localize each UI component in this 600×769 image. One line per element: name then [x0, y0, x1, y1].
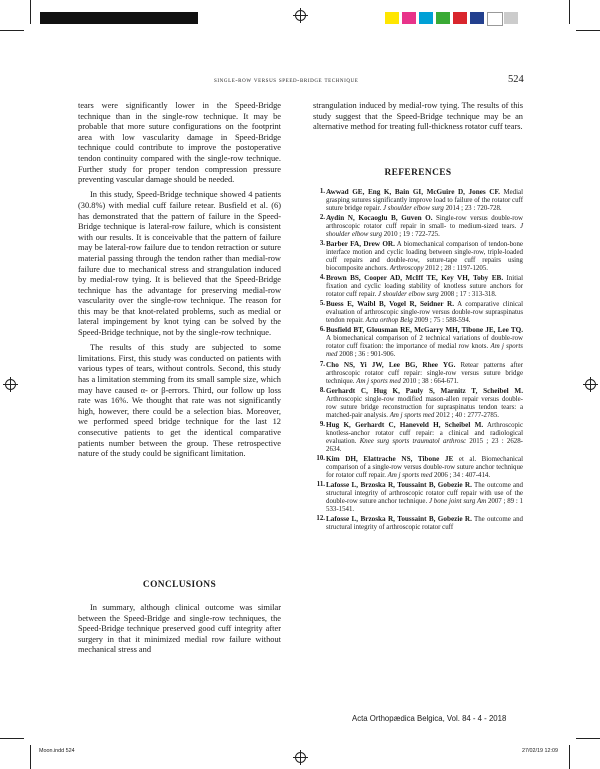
reference-item: [313, 515, 523, 532]
references-heading: REFERENCES: [384, 168, 452, 178]
date-slug: 27/02/19 12:09: [522, 748, 558, 754]
reference-journal: Am j sports med: [387, 471, 433, 479]
journal-footer: Acta Orthopædica Belgica, Vol. 84 - 4 - 2018: [352, 714, 507, 723]
color-swatch: [419, 12, 433, 24]
color-swatch: [453, 12, 467, 24]
reference-citation: 2006 ; 34 : 407-414.: [432, 471, 491, 479]
reference-number: 5.: [319, 300, 325, 308]
color-swatch: [402, 12, 416, 24]
reference-citation: 2008 ; 36 : 901-906.: [337, 351, 396, 359]
right-column: [313, 101, 523, 133]
file-slug: Moon.indd 524: [39, 748, 75, 754]
registration-mark: [5, 379, 16, 390]
reference-item: [313, 326, 523, 359]
reference-item: [313, 455, 523, 480]
reference-citation: 2007 ; 89 : 1 533-1541.: [326, 497, 523, 513]
reference-journal: Am j sports med: [389, 411, 435, 419]
reference-authors: Aydin N, Kocaoglu B, Guven O.: [326, 214, 433, 223]
reference-journal: Arthroscopy: [389, 265, 424, 273]
reference-journal: J bone joint surg Am: [428, 497, 487, 505]
reference-item: [313, 274, 523, 299]
reference-number: 10.: [316, 454, 325, 462]
crop-mark: [576, 30, 600, 31]
reference-authors: Gerhardt C, Hug K, Pauly S, Marnitz T, Scheibel M.: [326, 386, 523, 395]
reference-list: [313, 188, 523, 533]
crop-mark: [30, 745, 31, 769]
color-swatch: [436, 12, 450, 24]
reference-authors: Barber FA, Drew OR.: [326, 240, 395, 249]
reference-number: 8.: [319, 386, 325, 394]
reference-title: Retear patterns after arthroscopic rotator cuff repair: single-row versus suture bridge technique.: [326, 361, 523, 385]
reference-citation: 2015 ; 23 : 2628-2634.: [326, 437, 523, 453]
registration-mark: [295, 10, 306, 21]
print-density-bar: [40, 12, 198, 24]
reference-title: The outcome and structural integrity of arthroscopic rotator cuff repair with use of the double-row suture anchor technique.: [326, 481, 523, 505]
reference-item: [313, 387, 523, 420]
body-paragraph: The results of this study are subjected to some limitations. First, this study was conducted on patients with various types of tears, without controls. Second, this study has a limitation stemming from its small sample size, which may have caused α- or β-errors. Third, our follow up loss rate was 16%. We thought that rate was not significantly high, however, there could be a selection bias. Moreover, we performed speed bridge technique for the last 12 consecutive patients to get the identical comparative patients number between the group. These retrospective nature of the study could be significant limitation.: [78, 343, 281, 459]
reference-authors: Buess E, Waibl B, Vogel R, Seidner R.: [326, 300, 455, 309]
crop-mark: [569, 0, 570, 24]
color-swatch: [470, 12, 484, 24]
reference-number: 9.: [319, 420, 325, 428]
reference-citation: 2012 ; 28 : 1197-1205.: [423, 265, 488, 273]
reference-title: Initial fixation and cyclic loading stability of knotless suture anchors for rotator cuff repair.: [326, 275, 523, 299]
reference-journal: Acta orthop Belg: [365, 317, 413, 325]
reference-journal: J shoulder elbow surg: [383, 205, 444, 212]
reference-citation: 2009 ; 75 : 588-594.: [412, 317, 471, 325]
reference-number: 1.: [319, 188, 325, 195]
reference-citation: 2008 ; 17 : 313-318.: [438, 291, 497, 299]
registration-mark: [295, 752, 306, 763]
reference-title: Arthroscopic knotless-anchor rotator cuff repair: a clinical and radiological evaluation.: [326, 421, 523, 445]
reference-title: Arthroscopic single-row modified mason-allen repair versus double-row suture bridge reconstruction for supraspinatus tendon tears: a matched-pair analysis.: [326, 395, 523, 419]
reference-authors: Brown BS, Cooper AD, McIff TE, Key VH, Toby EB.: [326, 274, 504, 283]
reference-title: A biomechanical comparison of tendon-bone interface motion and cyclic loading between single-row, triple-loaded cuff repairs and double-row, suture-tape cuff repairs using biocomposite anchors.: [326, 241, 523, 273]
reference-title: A biomechanical comparison of 2 technical variations of double-row rotator cuff fixation: the importance of medial row knots.: [326, 335, 523, 351]
left-column: [78, 101, 281, 460]
reference-item: [313, 188, 523, 213]
crop-mark: [0, 30, 24, 31]
color-swatch: [504, 12, 518, 24]
crop-mark: [569, 745, 570, 769]
reference-number: 6.: [319, 326, 325, 334]
reference-title: A comparative clinical evaluation of arthroscopic single-row versus double-row supraspinatus tendon repair.: [326, 301, 523, 325]
reference-journal: J shoulder elbow surg: [377, 291, 439, 299]
reference-authors: Lafosse L, Brzoska R, Toussaint B, Gobezie R.: [326, 515, 472, 524]
crop-mark: [30, 0, 31, 24]
page-number: 524: [508, 74, 524, 85]
body-paragraph: tears were significantly lower in the Speed-Bridge technique than in the single-row technique. It may be probable that more suture configurations on the footprint area with low vascularity damage in Speed-Bridge technique could contribute to improve the postoperative tendon continuity compared with the single-row technique. Further study for proper tendon compression pressure preventing vascular damage should be needed.: [78, 101, 281, 185]
reference-item: [313, 361, 523, 386]
color-swatch: [385, 12, 399, 24]
reference-authors: Lafosse L, Brzoska R, Toussaint B, Gobezie R.: [326, 480, 472, 489]
running-title: single-row versus speed-bridge technique: [214, 77, 359, 84]
reference-authors: Kim DH, Elattrache NS, Tibone JE: [326, 454, 454, 463]
reference-journal: J shoulder elbow surg: [326, 223, 523, 239]
crop-mark: [0, 738, 24, 739]
reference-citation: 2012 ; 40 : 2777-2785.: [434, 411, 500, 419]
reference-authors: Hug K, Gerhardt C, Haneveld H, Scheibel M.: [326, 420, 484, 429]
conclusions-heading: CONCLUSIONS: [142, 580, 217, 590]
reference-item: [313, 421, 523, 454]
reference-number: 3.: [319, 240, 325, 248]
color-swatch: [487, 12, 503, 26]
reference-journal: Knee surg sports traumatol arthrosc: [359, 437, 467, 445]
reference-citation: 2010 ; 19 : 722-725.: [382, 231, 440, 239]
reference-item: [313, 481, 523, 514]
reference-journal: Am j sports med: [356, 377, 401, 385]
reference-title: Single-row versus double-row arthroscopic rotator cuff repair in small- to medium-sized tears.: [326, 215, 523, 231]
reference-number: 11.: [316, 480, 325, 488]
reference-title: The outcome and structural integrity of arthroscopic rotator cuff: [326, 516, 523, 532]
reference-number: 2.: [319, 214, 325, 222]
reference-number: 12.: [316, 515, 325, 523]
reference-authors: Awwad GE, Eng K, Bain GI, McGuire D, Jones CF.: [326, 188, 500, 196]
reference-title: Medial grasping sutures significantly improve load to failure of the rotator cuff suture bridge repair.: [326, 189, 523, 212]
reference-number: 4.: [319, 274, 325, 282]
reference-item: [313, 214, 523, 239]
body-paragraph: strangulation induced by medial-row tying. The results of this study suggest that the Speed-Bridge technique may be an alternative method for treating full-thickness rotator cuff tears.: [313, 101, 523, 132]
reference-item: [313, 300, 523, 325]
registration-mark: [585, 379, 596, 390]
reference-journal: Am j sports med: [326, 343, 523, 359]
crop-mark: [576, 738, 600, 739]
reference-authors: Cho NS, Yi JW, Lee BG, Rhee YG.: [326, 360, 456, 369]
conclusions-paragraph: In summary, although clinical outcome was similar between the Speed-Bridge and single-row techniques, the Speed-Bridge technique preserved good cuff integrity after surgery in that it minimized medial row failure without mechanical stress and: [78, 603, 281, 655]
reference-item: [313, 240, 523, 273]
reference-citation: 2010 ; 38 : 664-671.: [400, 377, 459, 385]
reference-authors: Busfield BT, Glousman RE, McGarry MH, Tibone JE, Lee TQ.: [326, 326, 523, 335]
body-paragraph: In this study, Speed-Bridge technique showed 4 patients (30.8%) with medial cuff failure retear. Busfield et al. (6) has demonstrated that the pattern of failure in the Speed-Bridge technique is lateral-row failure, which is consistent with our results. It is conceivable that the pattern of failure may be lateral-row failure due to tendon retraction or suture material passing through the tendon rather than medial-row failure due to mechanical stress and strangulation induced by medial-row tying. It is believed that the Speed-Bridge technique has the advantage for preserving medial-row vascularity over the single-row technique. The reason for this may be that knot-related problems, such as medial or lateral impingement by knot tying can be solved by the Speed-Bridge technique, not by the single-row technique.: [78, 190, 281, 338]
conclusions-text: [78, 603, 281, 656]
reference-number: 7.: [319, 360, 325, 368]
reference-title: et al. Biomechanical comparison of a single-row versus double-row suture anchor technique for rotator cuff repair.: [326, 455, 523, 479]
reference-citation: 2014 ; 23 : 720-728.: [443, 205, 502, 212]
